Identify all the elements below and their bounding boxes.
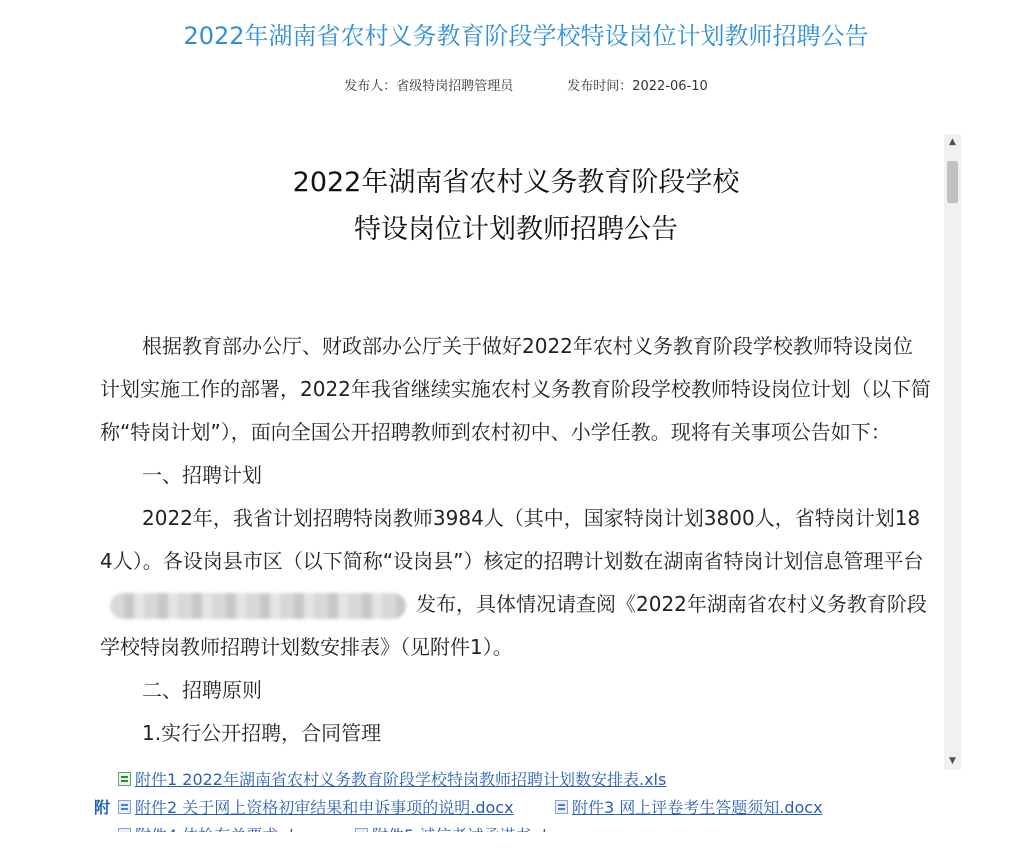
section-heading-plan: 一、招聘计划 <box>142 463 262 487</box>
page-title: 2022年湖南省农村义务教育阶段学校特设岗位计划教师招聘公告 <box>183 22 869 50</box>
paragraph-plan <box>100 497 932 669</box>
document-title-line1: 2022年湖南省农村义务教育阶段学校 <box>292 167 740 198</box>
paragraph-principle-1: 1.实行公开招聘，合同管理 <box>142 721 382 745</box>
publisher-label: 发布人： <box>344 79 397 94</box>
redacted-url <box>110 593 406 619</box>
section-heading-principle: 二、招聘原则 <box>142 678 262 702</box>
paragraph-intro: 根据教育部办公厅、财政部办公厅关于做好2022年农村义务教育阶段学校教师特设岗位计划实施工作的部署，2022年我省继续实施农村义务教育阶段学校教师特设岗位计划（以下简称“特岗计划”），面向全国公开招聘教师到农村初中、小学任教。现将有关事项公告如下： <box>100 334 931 444</box>
scroll-thumb[interactable] <box>947 161 958 203</box>
xls-file-icon <box>118 772 131 786</box>
publish-meta <box>0 75 1015 94</box>
doc-file-icon <box>555 800 568 814</box>
scroll-down-arrow-icon[interactable]: ▼ <box>949 756 956 766</box>
viewport-bottom-edge <box>0 832 1015 860</box>
document-viewer[interactable] <box>92 134 961 770</box>
doc-file-icon <box>118 800 131 814</box>
document-title <box>100 159 932 253</box>
document-title-line2: 特设岗位计划教师招聘公告 <box>354 214 678 245</box>
vertical-scrollbar[interactable] <box>944 134 961 770</box>
document-content <box>100 134 932 755</box>
publish-date: 2022-06-10 <box>632 79 708 94</box>
attachment-name: 附件1 2022年湖南省农村义务教育阶段学校特岗教师招聘计划数安排表.xls <box>135 770 667 789</box>
attachment-name: 附件2 关于网上资格初审结果和申诉事项的说明.docx <box>135 798 514 817</box>
publisher-name: 省级特岗招聘管理员 <box>396 79 514 94</box>
paragraph-plan-text: 2022年，我省计划招聘特岗教师3984人（其中，国家特岗计划3800人，省特岗计划184人）。各设岗县市区（以下简称“设岗县”）核定的招聘计划数在湖南省特岗计划信息管理平台 <box>100 506 924 573</box>
scroll-up-arrow-icon[interactable]: ▲ <box>949 137 956 147</box>
attachment-link-2[interactable] <box>118 795 514 818</box>
attachment-name: 附件3 网上评卷考生答题须知.docx <box>572 798 823 817</box>
attachments-label: 附 <box>94 798 111 817</box>
paragraph-plan-tail: 发布，具体情况请查阅《2022年湖南省农村义务教育阶段学校特岗教师招聘计划数安排表》（见附件1）。 <box>100 592 927 659</box>
attachment-link-3[interactable] <box>555 795 823 818</box>
attachment-link-1[interactable] <box>118 767 666 790</box>
date-label: 发布时间： <box>567 79 633 94</box>
